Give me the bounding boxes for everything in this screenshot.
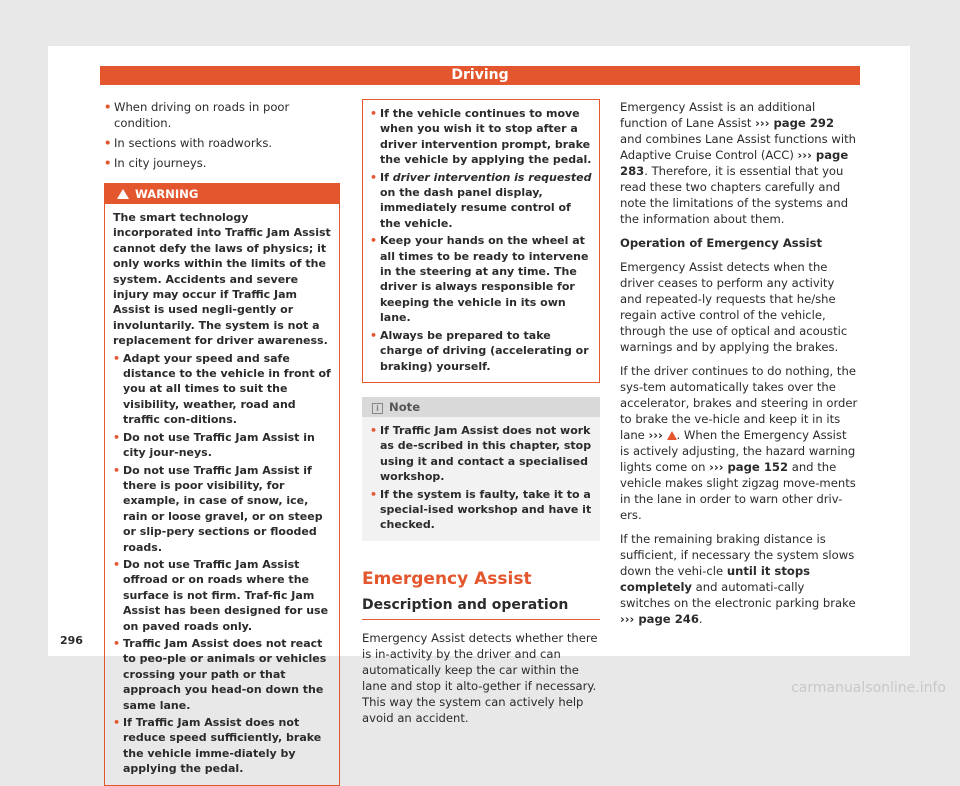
page-link[interactable]: ››› page 283 xyxy=(620,148,849,178)
bullet-icon: • xyxy=(104,100,112,114)
bullet-icon: • xyxy=(113,716,121,729)
warning-triangle-icon xyxy=(667,431,677,440)
warning-box xyxy=(104,183,340,786)
warning-continued-box xyxy=(362,99,600,383)
subheading: Operation of Emergency Assist xyxy=(620,236,823,250)
list-item: • If driver intervention is requested on the dash panel display, immediately resume control of the vehicle. xyxy=(370,170,592,230)
bullet-icon: • xyxy=(104,136,112,150)
bullet-icon: • xyxy=(370,423,378,437)
list-item: • Keep your hands on the wheel at all times to be ready to intervene in the steering at any time. The driver is always responsible for keeping the vehicle in its own lane. xyxy=(370,234,589,325)
list-item: • Always be prepared to take charge of driving (accelerating or braking) yourself. xyxy=(370,328,589,373)
page-link[interactable]: ››› page 292 xyxy=(755,116,835,130)
column-left xyxy=(104,99,340,786)
warning-triangle-icon xyxy=(117,189,129,199)
info-icon: i xyxy=(372,403,383,414)
list-item: • If Traffic Jam Assist does not work as de-scribed in this chapter, stop using it and contact a specialised workshop. xyxy=(370,423,592,484)
note-box xyxy=(362,397,600,541)
warning-body xyxy=(105,204,339,785)
paragraph: Emergency Assist detects when the driver ceases to perform any activity and repeated-ly requests that he/she regain active control of the vehicle, through the use of optical and acoustic warnings and by applying the brakes. xyxy=(620,260,848,354)
column-middle xyxy=(362,99,600,734)
bullet-icon: • xyxy=(113,557,121,571)
list-item: • If the vehicle continues to move when you wish it to stop after a driver intervention prompt, brake the vehicle by applying the pedal. xyxy=(370,107,592,167)
warning-intro: The smart technology incorporated into Traffic Jam Assist cannot defy the laws of physics; it only works within the limits of the system. Accidents and severe injury may occur if Traffic Jam Assist is used negli-gently or involuntarily. The system is not a replacement for driver awareness. xyxy=(113,211,331,348)
bullet-icon: • xyxy=(370,328,378,342)
list-item: • Traffic Jam Assist does not react to peo-ple or animals or vehicles crossing your path or that approach you head-on down the same lane. xyxy=(113,636,327,712)
bullet-icon: • xyxy=(113,351,121,365)
note-body xyxy=(362,417,600,541)
page-number: 296 xyxy=(60,634,83,647)
list-item: • In sections with roadworks. xyxy=(104,136,273,150)
list-item: • If Traffic Jam Assist does not reduce speed sufficiently, brake the vehicle imme-diately by applying the pedal. xyxy=(113,716,322,776)
list-item: • If the system is faulty, take it to a special-ised workshop and have it checked. xyxy=(370,487,592,532)
note-header: i Note xyxy=(362,397,600,417)
section-title: Emergency Assist xyxy=(362,568,532,589)
bullet-icon: • xyxy=(113,463,121,477)
paragraph: If the driver continues to do nothing, the sys-tem automatically takes over the accelerator, brakes and steering in order to brake the ve-hicle and keep it in its lane ››› . When the Emergency Assist is actively adjusting, the hazard warning lights come on ››› page 152 and the vehicle makes slight zigzag move-ments in the lane in order to warn other driv-ers. xyxy=(620,364,858,522)
bullet-icon: • xyxy=(104,156,112,170)
paragraph: If the remaining braking distance is sufficient, if necessary the system slows down the vehi-cle until it stops completely and automati-cally switches on the electronic parking brake ››› page 246. xyxy=(620,532,856,626)
warning-header: WARNING xyxy=(105,184,339,204)
page-link[interactable]: ››› page 246 xyxy=(620,612,699,626)
column-right xyxy=(620,99,858,635)
paragraph: Emergency Assist is an additional function of Lane Assist ››› page 292 and combines Lane Assist functions with Adaptive Cruise Control (ACC) ››› page 283. Therefore, it is essential that you read these two chapters carefully and note the limitations of the systems and the information about them. xyxy=(620,100,856,226)
list-item: • Do not use Traffic Jam Assist offroad or on roads where the surface is not firm. Traf-fic Jam Assist has been designed for use on paved roads only. xyxy=(113,557,329,633)
paragraph: Emergency Assist detects whether there is in-activity by the driver and can automatically keep the car within the lane and stop it alto-gether if necessary. This way the system can actively help avoid an accident. xyxy=(362,630,598,725)
bullet-icon: • xyxy=(370,234,378,248)
list-item: • In city journeys. xyxy=(104,156,207,170)
bullet-icon: • xyxy=(113,636,121,650)
list-item: • Do not use Traffic Jam Assist in city jour-neys. xyxy=(113,430,315,460)
page-link[interactable]: ››› page 152 xyxy=(709,460,789,474)
bullet-icon: • xyxy=(370,487,378,501)
bullet-icon: • xyxy=(370,107,378,120)
subsection-title: Description and operation xyxy=(362,597,600,620)
page-link[interactable]: ››› xyxy=(648,428,663,442)
list-item: • Do not use Traffic Jam Assist if there is poor visibility, for example, in case of snow, ice, rain or loose gravel, or on steep or slip-pery sections or flooded roads. xyxy=(113,463,323,554)
watermark: carmanualsonline.info xyxy=(791,680,946,696)
list-item: • When driving on roads in poor condition. xyxy=(104,100,290,130)
bullet-icon: • xyxy=(113,430,121,444)
page-header: Driving xyxy=(100,66,860,85)
list-item: • Adapt your speed and safe distance to the vehicle in front of you at all times to suit the visibility, weather, road and traffic con-ditions. xyxy=(113,351,331,427)
bullet-icon: • xyxy=(370,170,378,184)
